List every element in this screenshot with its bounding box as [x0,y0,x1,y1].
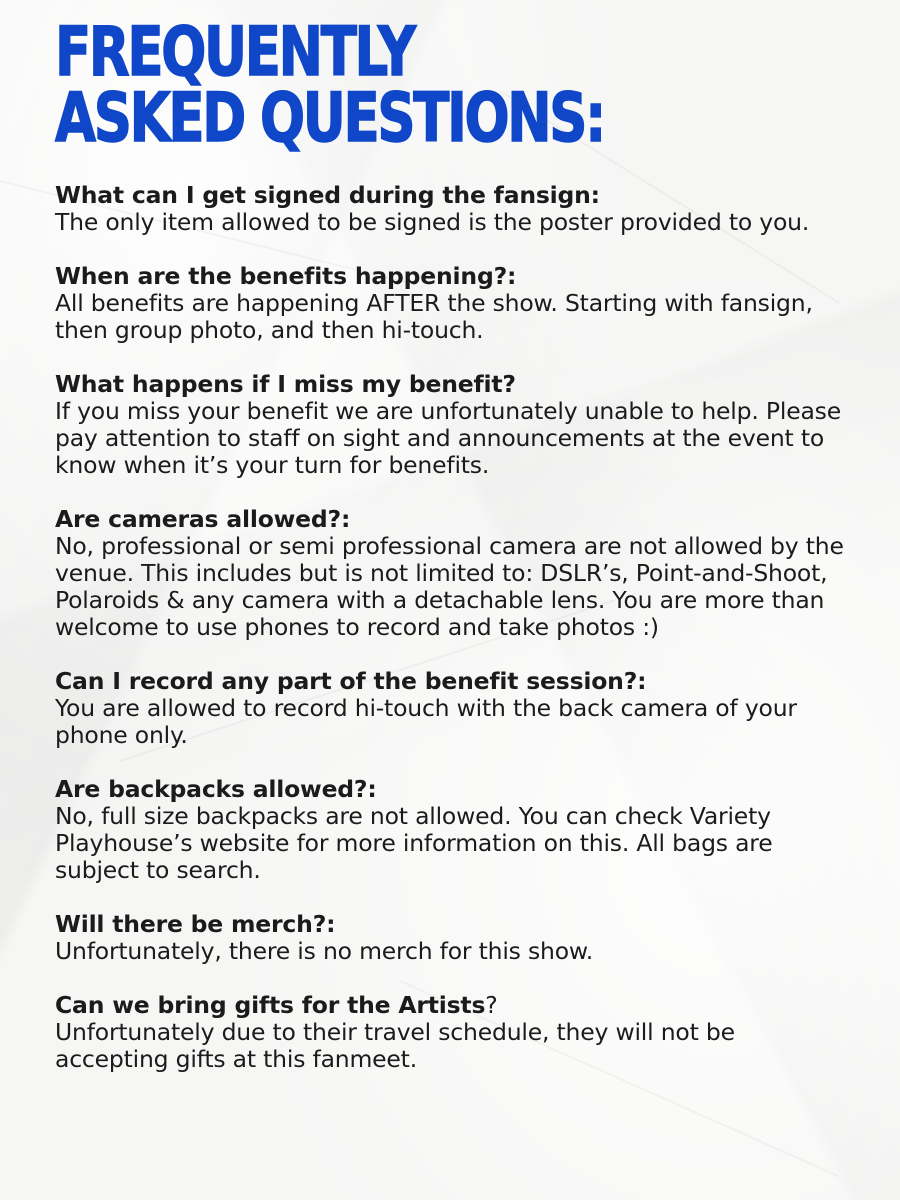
faq-question-mark: ? [485,991,498,1019]
faq-question: What can I get signed during the fansign: [55,181,600,209]
faq-item [55,911,845,965]
faq-content [55,13,845,1100]
faq-answer: You are allowed to record hi-touch with the back camera of your phone only. [55,694,797,749]
faq-answer: All benefits are happening AFTER the show. Starting with fansign, then group photo, and then hi-touch. [55,289,813,344]
faq-item [55,371,845,479]
faq-question: Are backpacks allowed?: [55,775,377,803]
faq-answer: The only item allowed to be signed is the poster provided to you. [55,208,810,236]
faq-item [55,506,845,641]
faq-answer: Unfortunately, there is no merch for this show. [55,937,594,965]
page-title [55,13,835,158]
faq-item [55,668,845,749]
faq-item [55,776,845,884]
faq-list [55,182,845,1073]
faq-question: What happens if I miss my benefit? [55,370,516,398]
faq-question: Will there be merch?: [55,910,336,938]
title-line-1: FREQUENTLY [55,13,414,92]
faq-answer: Unfortunately due to their travel schedule, they will not be accepting gifts at this fanmeet. [55,1018,735,1073]
faq-question: Can I record any part of the benefit session?: [55,667,647,695]
faq-question: When are the benefits happening?: [55,262,517,290]
faq-answer: No, professional or semi professional camera are not allowed by the venue. This includes but is not limited to: DSLR’s, Point-and-Shoot, Polaroids & any camera with a detachable lens. You are more than welcome to use phones to record and take photos :) [55,532,844,641]
faq-item [55,182,845,236]
faq-question: Are cameras allowed?: [55,505,351,533]
faq-item [55,263,845,344]
faq-question-line [55,992,845,1019]
faq-answer: No, full size backpacks are not allowed. You can check Variety Playhouse’s website for more information on this. All bags are subject to search. [55,802,773,884]
faq-question: Can we bring gifts for the Artists [55,991,486,1019]
faq-answer: If you miss your benefit we are unfortunately unable to help. Please pay attention to staff on sight and announcements at the event to know when it’s your turn for benefits. [55,397,841,479]
faq-item [55,992,845,1073]
title-line-2: ASKED QUESTIONS: [55,79,605,158]
